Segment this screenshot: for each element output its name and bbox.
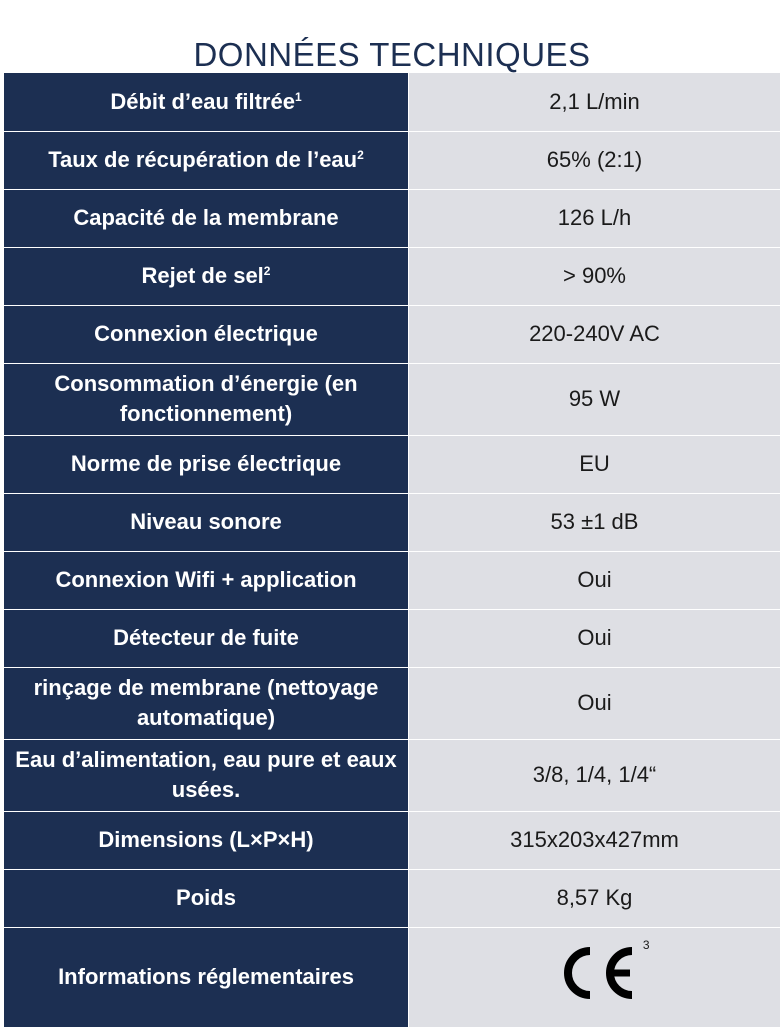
table-row	[4, 131, 780, 189]
table-row	[4, 667, 780, 739]
spec-label: Niveau sonore	[4, 493, 409, 551]
spec-value: 3/8, 1/4, 1/4“	[409, 739, 781, 811]
specifications-table	[4, 73, 780, 1027]
spec-label: Consommation d’énergie (en fonctionnement)	[4, 363, 409, 435]
spec-label: Poids	[4, 869, 409, 927]
spec-value: 53 ±1 dB	[409, 493, 781, 551]
spec-label: Dimensions (L×P×H)	[4, 811, 409, 869]
spec-value: 315x203x427mm	[409, 811, 781, 869]
spec-label: Norme de prise électrique	[4, 435, 409, 493]
table-row	[4, 551, 780, 609]
spec-value: Oui	[409, 551, 781, 609]
ce-footnote: 3	[642, 938, 650, 953]
spec-value: Oui	[409, 609, 781, 667]
table-row	[4, 305, 780, 363]
spec-value: > 90%	[409, 247, 781, 305]
table-row	[4, 811, 780, 869]
table-row	[4, 247, 780, 305]
ce-mark-icon	[554, 938, 650, 1001]
table-row	[4, 739, 780, 811]
table-row	[4, 435, 780, 493]
spec-value: Oui	[409, 667, 781, 739]
table-row	[4, 189, 780, 247]
spec-value: 95 W	[409, 363, 781, 435]
table-row	[4, 609, 780, 667]
table-row	[4, 493, 780, 551]
spec-label: Connexion Wifi + application	[4, 551, 409, 609]
spec-label: Eau d’alimentation, eau pure et eaux usées.	[4, 739, 409, 811]
spec-label: Informations réglementaires	[4, 927, 409, 1027]
spec-label: Débit d’eau filtrée$^1$	[4, 73, 409, 131]
spec-label: Rejet de sel$^2$	[4, 247, 409, 305]
spec-label: Capacité de la membrane	[4, 189, 409, 247]
table-row	[4, 869, 780, 927]
spec-value: 8,57 Kg	[409, 869, 781, 927]
spec-value: 65% (2:1)	[409, 131, 781, 189]
spec-value: 126 L/h	[409, 189, 781, 247]
spec-label: Taux de récupération de l’eau$^2$	[4, 131, 409, 189]
spec-value: 220-240V AC	[409, 305, 781, 363]
spec-label: Connexion électrique	[4, 305, 409, 363]
spec-value: 2,1 L/min	[409, 73, 781, 131]
spec-value: EU	[409, 435, 781, 493]
table-row	[4, 73, 780, 131]
page-title: DONNÉES TECHNIQUES	[193, 36, 591, 74]
table-row	[4, 363, 780, 435]
spec-value	[409, 927, 781, 1027]
spec-label: Détecteur de fuite	[4, 609, 409, 667]
spec-label: rinçage de membrane (nettoyage automatique)	[4, 667, 409, 739]
table-row	[4, 927, 780, 1027]
